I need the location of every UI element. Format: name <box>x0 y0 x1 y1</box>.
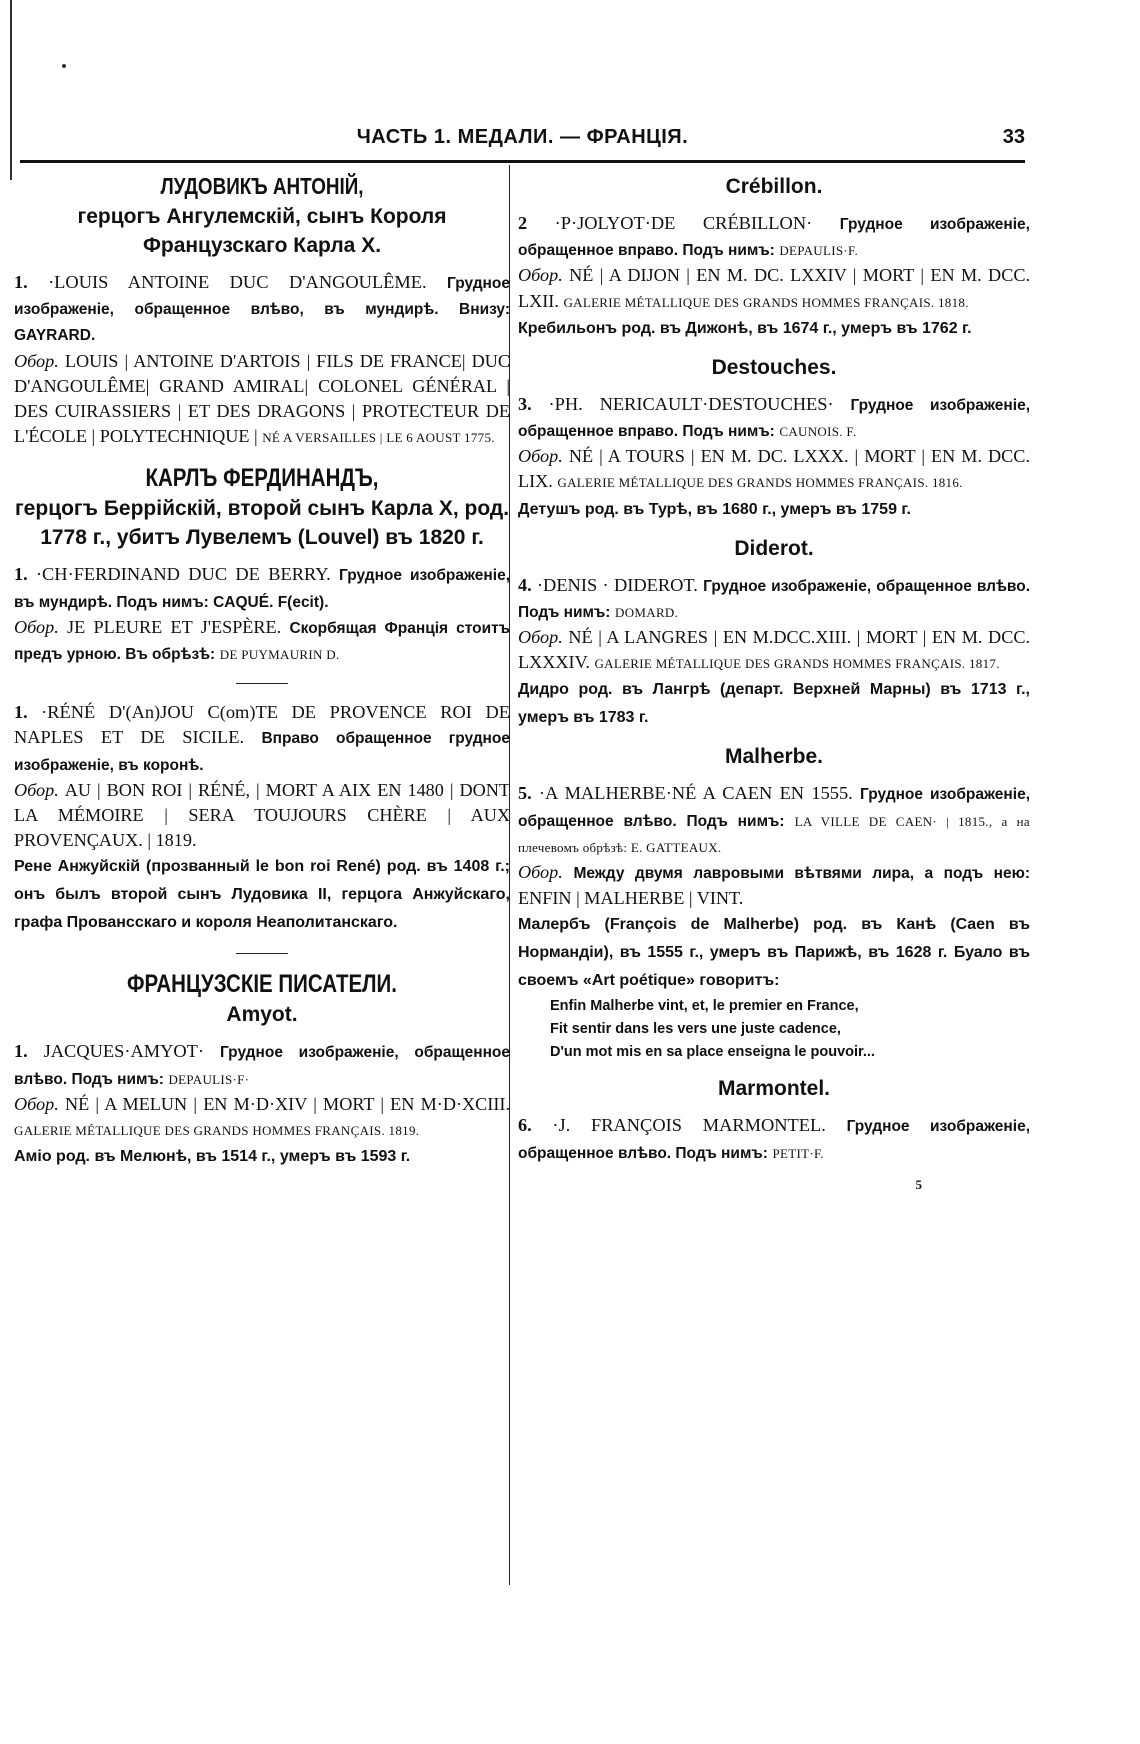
medal-description: Вправо обращенное грудное изображеніе, въ коронѣ. <box>14 730 510 774</box>
reverse-legend: ENFIN | MALHERBE | VINT. <box>518 888 744 909</box>
section-heading: ЛУДОВИКЪ АНТОНІЙ, <box>160 173 364 199</box>
medal-description-tail: LA VILLE DE CAEN· | 1815., а на плечевомъ обрѣзѣ: E. GATTEAUX. <box>518 813 1030 855</box>
reverse-legend-tail: GALERIE MÉTALLIQUE DES GRANDS HOMMES FRANÇAIS. 1818. <box>563 294 969 310</box>
medal-description-tail: CAUNOIS. F. <box>779 424 857 440</box>
reverse-label: Обор. <box>518 627 563 648</box>
reverse-legend: JE PLEURE ET J'ESPÈRE. <box>67 616 282 637</box>
reverse-label: Обор. <box>518 862 563 883</box>
reverse-description: Скорбящая Франція стоитъ предъ урною. Въ обрѣзѣ: <box>14 619 510 664</box>
medal-description: Грудное изображеніе, обращенное влѣво. Подъ нимъ: <box>518 786 1031 830</box>
separator-rule <box>236 953 288 954</box>
medal-entry <box>14 700 510 937</box>
medal-description: Грудное изображеніе, обращенное влѣво, въ мундирѣ. Внизу: GAYRARD. <box>14 275 510 345</box>
entry-number: 1. <box>14 1041 28 1062</box>
page-number: 33 <box>1002 126 1025 148</box>
right-column <box>518 172 1030 1197</box>
author-heading: Marmontel. <box>717 1077 830 1101</box>
reverse-description: Между двумя лавровыми вѣтвями лира, а подъ нею: <box>573 865 1030 883</box>
reverse-label: Обор. <box>14 350 59 371</box>
reverse-legend: LOUIS | ANTOINE D'ARTOIS | FILS DE FRANCE| DUC D'ANGOULÊME| GRAND AMIRAL| COLONEL GÉNÉRAL | DES CUIRASSIERS | ET DES DRAGONS | PROTECTEUR DE L'ÉCOLE | POLYTECHNIQUE | <box>14 350 511 447</box>
separator-rule <box>236 683 288 684</box>
reverse-legend-tail: NÉ A VERSAILLES | LE 6 AOUST 1775. <box>262 430 495 446</box>
entry-number: 1. <box>14 272 28 292</box>
medal-description-tail: DEPAULIS·F. <box>779 243 859 259</box>
author-heading: Destouches. <box>711 355 837 379</box>
medal-legend: ·CH·FERDINAND DUC DE BERRY. <box>35 564 331 585</box>
entry-number: 6. <box>518 1115 532 1136</box>
section-subheading: герцогъ Ангулемскій, сынъ Короля Французскаго Карла X. <box>77 205 447 257</box>
verse-line: D'un mot mis en sa place enseigna le pouvoir... <box>550 1044 875 1061</box>
medal-description: Грудное изображеніе, обращенное влѣво. Подъ нимъ: <box>518 1118 1030 1162</box>
medal-entry <box>518 392 1030 524</box>
section-heading: ФРАНЦУЗСКІЕ ПИСАТЕЛИ. <box>127 970 397 999</box>
reverse-legend: AU | BON ROI | RÉNÉ, | MORT A AIX EN 1480 | DONT LA MÉMOIRE | SERA TOUJOURS CHÈRE | AUX PROVENÇAUX. | 1819. <box>14 779 510 851</box>
historical-note: Амio род. въ Мелюнѣ, въ 1514 г., умеръ въ 1593 г. <box>14 1148 411 1166</box>
medal-legend: JACQUES·AMYOT· <box>43 1041 205 1062</box>
historical-note: Детушъ род. въ Турѣ, въ 1680 г., умеръ въ 1759 г. <box>518 500 911 518</box>
medal-entry <box>14 270 510 450</box>
margin-dot <box>62 64 66 68</box>
entry-number: 2 <box>518 213 528 233</box>
reverse-legend-tail: GALERIE MÉTALLIQUE DES GRANDS HOMMES FRANÇAIS. 1819. <box>14 1123 420 1139</box>
medal-description: Грудное изображеніе, въ мундирѣ. Подъ нимъ: CAQUÉ. F(ecit). <box>14 567 511 611</box>
historical-note: Кребильонъ род. въ Дижонѣ, въ 1674 г., умеръ въ 1762 г. <box>518 319 972 337</box>
entry-number: 3. <box>518 393 532 414</box>
reverse-legend: NÉ | A DIJON | EN M. DC. LXXIV | MORT | EN M. DCC. LXII. <box>518 265 1030 311</box>
section-subheading: герцогъ Беррійскій, второй сынъ Карла X, род. 1778 г., убитъ Лувелемъ (Louvel) въ 1820 г. <box>14 497 510 550</box>
reverse-legend: NÉ | A TOURS | EN M. DC. LXXX. | MORT | EN M. DCC. LIX. <box>518 446 1030 492</box>
verse-line: Enfin Malherbe vint, et, le premier en France, <box>550 998 859 1015</box>
reverse-legend-tail: GALERIE MÉTALLIQUE DES GRANDS HOMMES FRANÇAIS. 1817. <box>594 656 1000 672</box>
reverse-label: Обор. <box>14 779 59 800</box>
author-heading: Malherbe. <box>724 745 824 769</box>
medal-description: Грудное изображеніе, обращенное влѣво. Подъ нимъ: <box>518 577 1031 621</box>
running-head <box>20 120 1025 163</box>
medal-legend: ·DENIS · DIDEROT. <box>536 574 698 595</box>
medal-legend: ·PH. NERICAULT·DESTOUCHES· <box>548 393 834 414</box>
medal-legend: ·J. FRANÇOIS MARMONTEL. <box>552 1115 826 1136</box>
verse-line: Fit sentir dans les vers une juste cadence, <box>550 1021 841 1038</box>
medal-entry <box>14 1039 510 1171</box>
medal-legend: ·RÉNÉ D'(An)JOU C(om)TE DE PROVENCE ROI DE NAPLES ET DE SICILE. <box>14 702 510 748</box>
reverse-label: Обор. <box>518 446 563 467</box>
left-column <box>14 172 510 1177</box>
entry-number: 1. <box>14 702 28 723</box>
entry-number: 5. <box>518 783 532 804</box>
binding-edge-rule <box>10 0 12 180</box>
reverse-legend-tail: GALERIE MÉTALLIQUE DES GRANDS HOMMES FRANÇAIS. 1816. <box>557 475 963 491</box>
historical-note: Дидро род. въ Лангрѣ (департ. Верхней Марны) въ 1713 г., умеръ въ 1783 г. <box>518 681 1030 727</box>
reverse-legend-tail: DE PUYMAURIN D. <box>219 647 340 663</box>
medal-entry <box>518 1113 1030 1165</box>
medal-entry <box>518 573 1030 733</box>
entry-number: 4. <box>518 574 532 595</box>
running-head-title: ЧАСТЬ 1. МЕДАЛИ. — ФРАНЦІЯ. <box>356 126 689 148</box>
reverse-legend: NÉ | A MELUN | EN M·D·XIV | MORT | EN M·D·XCIII. <box>64 1093 510 1114</box>
medal-description-tail: PETIT·F. <box>772 1145 824 1161</box>
medal-description: Грудное изображеніе, обращенное вправо. Подъ нимъ: <box>518 396 1030 441</box>
medal-description: Грудное изображеніе, обращенное вправо. Подъ нимъ: <box>518 216 1030 260</box>
author-heading: Diderot. <box>734 536 814 560</box>
medal-legend: ·LOUIS ANTOINE DUC D'ANGOULÊME. <box>48 272 427 292</box>
section-subheading: Amyot. <box>226 1003 298 1027</box>
historical-note: Рене Анжуйскій (прозванный le bon roi René) род. въ 1408 г.; онъ былъ второй сынъ Лудовика II, герцога Анжуйскаго, графа Провансскаго и короля Неаполитанскаго. <box>14 858 510 932</box>
signature-mark: 5 <box>915 1176 922 1192</box>
medal-description-tail: DEPAULIS·F· <box>168 1071 250 1087</box>
medal-description: Грудное изображеніе, обращенное влѣво. Подъ нимъ: <box>14 1044 511 1088</box>
medal-legend: ·A MALHERBE·NÉ A CAEN EN 1555. <box>538 783 853 804</box>
reverse-label: Обор. <box>14 1093 59 1114</box>
historical-note: Малербъ (François de Malherbe) род. въ Канѣ (Caen въ Нормандіи), въ 1555 г., умеръ въ Парижѣ, въ 1628 г. Буало въ своемъ «Art poétique» говоритъ: <box>518 916 1030 990</box>
medal-entry <box>518 211 1030 343</box>
medal-entry <box>14 562 510 667</box>
reverse-legend: NÉ | A LANGRES | EN M.DCC.XIII. | MORT | EN M. DCC. LXXXIV. <box>518 627 1031 673</box>
section-heading: КАРЛЪ ФЕРДИНАНДЪ, <box>145 464 379 493</box>
author-heading: Crébillon. <box>725 175 823 198</box>
reverse-label: Обор. <box>14 616 59 637</box>
reverse-label: Обор. <box>518 265 563 286</box>
medal-legend: ·P·JOLYOT·DE CRÉBILLON· <box>554 213 813 233</box>
medal-description-tail: DOMARD. <box>615 604 679 620</box>
medal-entry <box>518 781 1030 1064</box>
verse-quote <box>518 995 1030 1064</box>
entry-number: 1. <box>14 564 28 585</box>
